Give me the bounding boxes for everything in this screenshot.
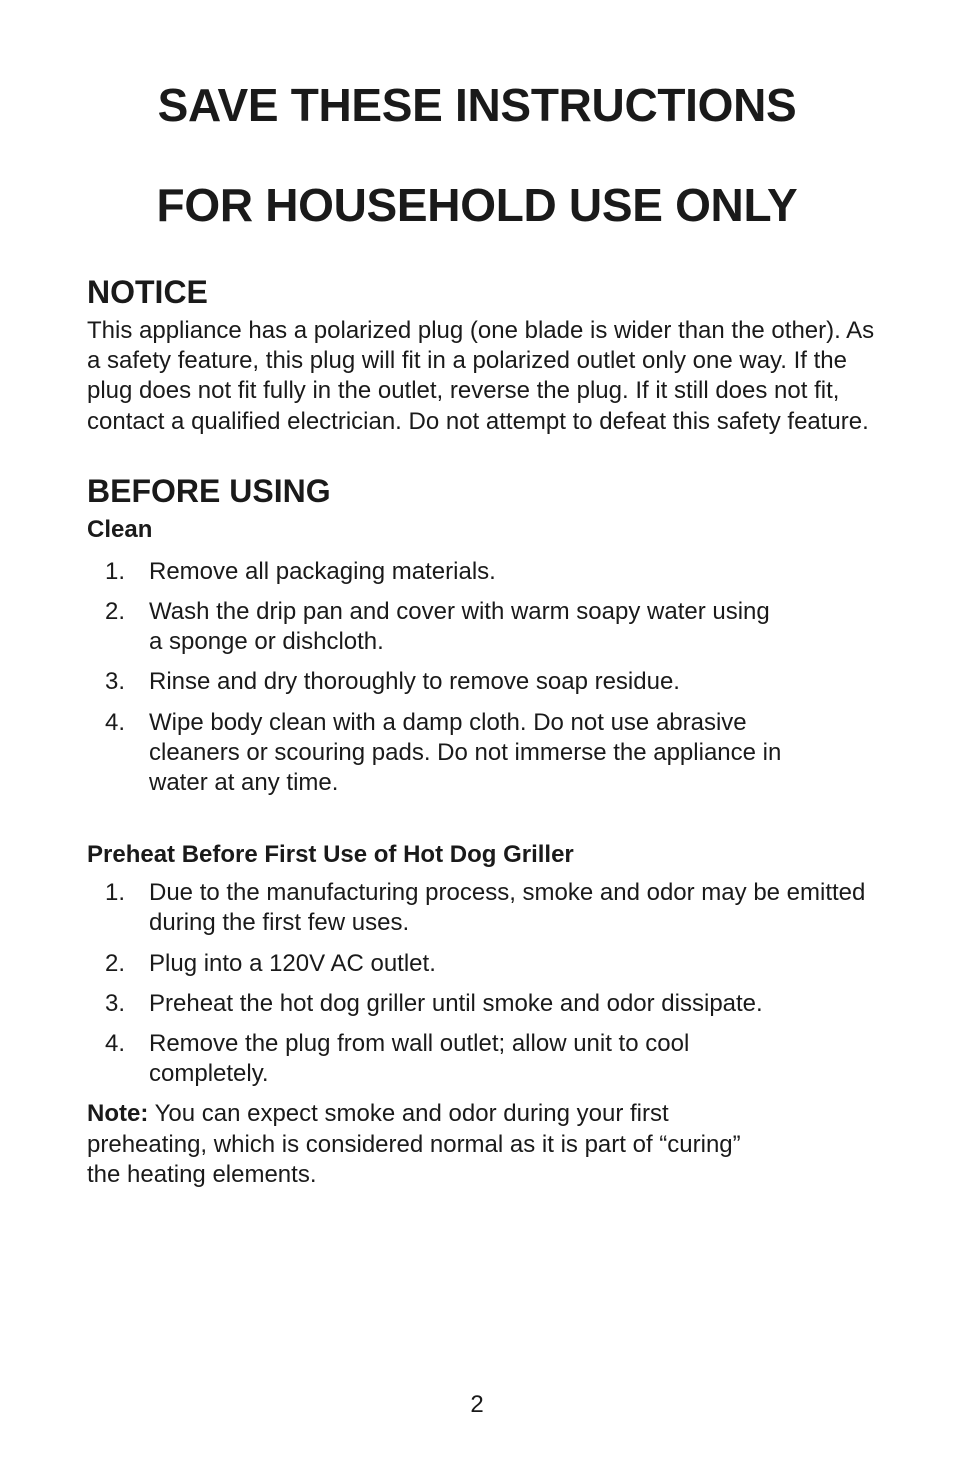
step-text: Remove the plug from wall outlet; allow unit to cool completely. <box>149 1030 690 1088</box>
note-text: You can expect smoke and odor during your first preheating, which is considered normal as it is part of “curing” the heating elements. <box>87 1100 741 1188</box>
content-column <box>87 270 877 1190</box>
notice-heading: NOTICE <box>87 274 208 310</box>
step-text: Preheat the hot dog griller until smoke and odor dissipate. <box>149 989 763 1017</box>
step-number: 4. <box>105 708 126 736</box>
title-household-use: FOR HOUSEHOLD USE ONLY <box>156 179 798 231</box>
list-item <box>87 989 877 1019</box>
preheat-steps-list <box>87 878 877 1089</box>
step-text: Wipe body clean with a damp cloth. Do not use abrasive cleaners or scouring pads. Do not immerse the appliance in water at any time. <box>149 708 782 797</box>
step-number: 3. <box>105 668 126 696</box>
list-item <box>87 708 877 799</box>
clean-heading: Clean <box>87 515 153 543</box>
step-number: 2. <box>105 949 126 977</box>
clean-steps-list <box>87 557 877 798</box>
note-label: Note: <box>87 1100 149 1128</box>
step-text: Wash the drip pan and cover with warm soapy water using a sponge or dishcloth. <box>149 598 770 656</box>
list-item <box>87 949 877 979</box>
page-number: 2 <box>470 1391 484 1418</box>
step-text: Rinse and dry thoroughly to remove soap residue. <box>149 668 680 696</box>
step-text: Remove all packaging materials. <box>149 557 496 585</box>
note-paragraph <box>87 1099 767 1190</box>
list-item <box>87 557 877 587</box>
list-item <box>87 1029 877 1089</box>
notice-text: This appliance has a polarized plug (one blade is wider than the other). As a safety feature, this plug will fit in a polarized outlet only one way. If the plug does not fit fully in the outlet, reverse the plug. If it still does not fit, contact a qualified electrician. Do not attempt to defeat this safety feature. <box>87 317 875 435</box>
list-item <box>87 597 877 657</box>
step-number: 1. <box>105 879 126 907</box>
step-number: 1. <box>105 557 126 585</box>
title-save-instructions: SAVE THESE INSTRUCTIONS <box>157 79 797 131</box>
step-number: 3. <box>105 989 126 1017</box>
step-text: Plug into a 120V AC outlet. <box>149 949 436 977</box>
list-item <box>87 878 877 938</box>
before-using-heading: BEFORE USING <box>87 472 331 509</box>
step-number: 2. <box>105 598 126 626</box>
step-text: Due to the manufacturing process, smoke and odor may be emitted during the first few uses. <box>149 879 866 937</box>
step-number: 4. <box>105 1030 126 1058</box>
list-item <box>87 667 877 697</box>
preheat-heading: Preheat Before First Use of Hot Dog Griller <box>87 841 574 869</box>
